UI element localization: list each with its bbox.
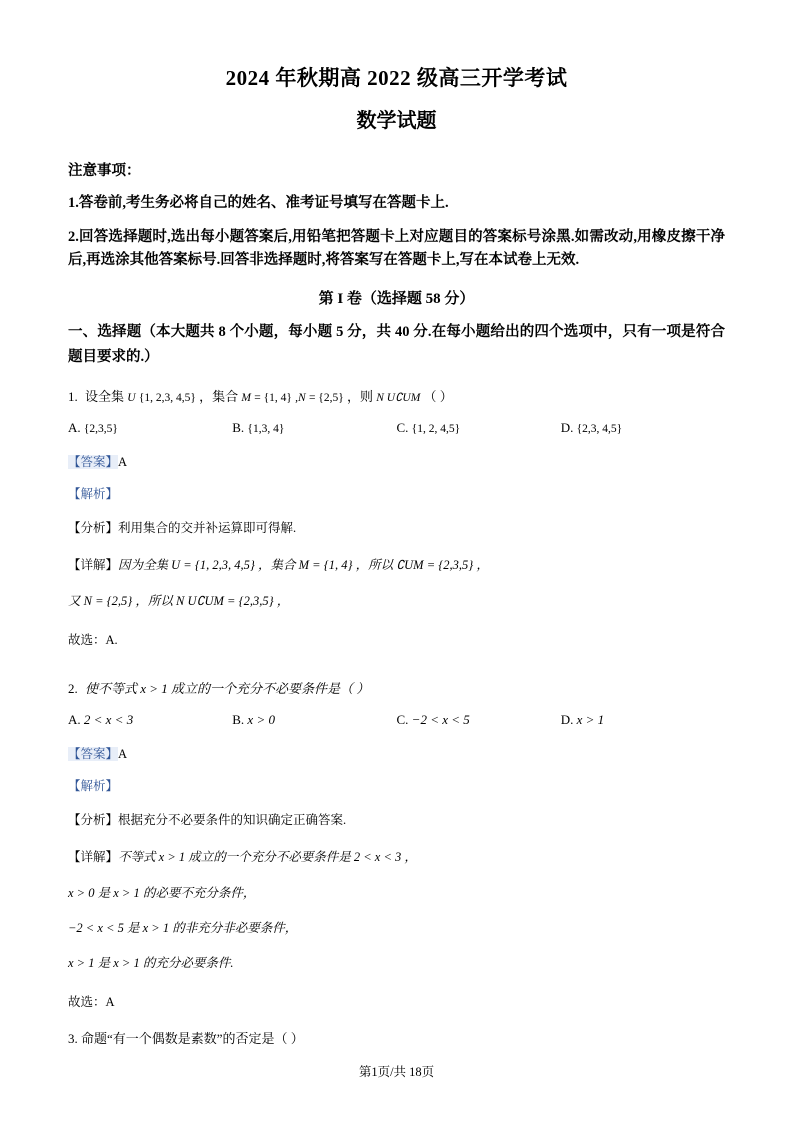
question-1-option-a[interactable]: [68, 420, 232, 436]
question-1-analysis-tag: [68, 484, 725, 502]
question-2-analysis-tag: [68, 776, 725, 794]
detail-text: 又 N = {2,5} ，所以 N U∁UM = {2,3,5} ，: [68, 593, 290, 608]
page-subtitle: 数学试题: [356, 110, 437, 132]
question-2-analysis: [68, 810, 725, 831]
detail-text: x > 0 是 x > 1 的必要不充分条件，: [68, 885, 256, 900]
question-1-option-b[interactable]: [232, 420, 396, 436]
question-1-stem: [68, 386, 725, 409]
question-2-detail-2: [68, 883, 725, 904]
detail-text: 因为全集 U = {1, 2,3, 4,5} ，集合 M = {1, 4} ，所以 ∁UM = {2,3,5} ，: [118, 558, 489, 573]
option-text: x > 0: [247, 712, 275, 728]
detail-lead: 【详解】: [68, 558, 119, 573]
detail-lead: 【详解】: [68, 850, 119, 865]
option-label: D.: [560, 712, 574, 728]
analysis-tag: 【解析】: [68, 487, 119, 502]
detail-text: x > 1 是 x > 1 的充分必要条件.: [68, 956, 234, 971]
analysis-lead: 【分析】: [68, 521, 119, 536]
analysis-lead: 【分析】: [68, 813, 119, 828]
question-3-text: 命题“有一个偶数是素数”的否定是（ ）: [81, 1031, 304, 1047]
answer-value: A: [118, 747, 128, 762]
question-1-answer: [68, 452, 725, 470]
option-label: B.: [232, 712, 245, 728]
option-text: {1,3, 4}: [247, 423, 285, 436]
question-2-text: 使不等式 x > 1 成立的一个充分不必要条件是（ ）: [85, 680, 370, 696]
question-2-stem: [68, 678, 725, 700]
question-1-option-c[interactable]: [397, 420, 561, 436]
question-2-option-a[interactable]: [68, 712, 232, 728]
question-3-number: 3.: [68, 1031, 78, 1047]
question-2-option-d[interactable]: [561, 712, 725, 728]
question-1-analysis: [68, 518, 725, 539]
detail-text: 不等式 x > 1 成立的一个充分不必要条件是 2 < x < 3 ，: [118, 850, 417, 865]
question-1-option-d[interactable]: [561, 420, 725, 436]
question-1-set-u: {1, 2,3, 4,5}: [138, 391, 196, 404]
question-2-number: 2.: [68, 680, 78, 696]
question-1-number: 1.: [68, 388, 78, 404]
question-3-stem: [68, 1028, 725, 1047]
question-2-options: [68, 712, 725, 728]
question-1-text-b: ，集合: [199, 388, 239, 404]
option-label: A.: [68, 420, 81, 436]
answer-tag: 【答案】: [68, 747, 119, 762]
detail-text: −2 < x < 5 是 x > 1 的非充分非必要条件，: [68, 920, 298, 935]
question-2-detail-4: [68, 953, 725, 974]
question-1-set-m: = {1, 4}: [254, 391, 292, 404]
page-footer: 第1页/共 18页: [358, 1065, 435, 1079]
question-1-text-a: 设全集: [85, 388, 125, 404]
page-title: 2024 年秋期高 2022 级高三开学考试: [225, 66, 568, 90]
notice-heading: 注意事项：: [68, 163, 141, 179]
part-heading: 一、选择题（本大题共 8 个小题，每小题 5 分，共 40 分.在每小题给出的四个选项中，只有一项是符合题目要求的.）: [68, 324, 725, 366]
spacer: [68, 648, 725, 662]
option-label: A.: [68, 712, 81, 728]
analysis-text: 根据充分不必要条件的知识确定正确答案.: [118, 813, 347, 828]
option-text: {2,3, 4,5}: [576, 423, 623, 436]
option-text: x > 1: [576, 712, 605, 728]
question-1-set-n: = {2,5}: [308, 391, 344, 404]
question-2-choose: 故选：A: [68, 995, 115, 1010]
option-text: {2,3,5}: [83, 423, 118, 436]
option-label: D.: [560, 420, 574, 436]
question-1-expression: N U∁UM: [376, 391, 421, 404]
question-1-text-c: ，则: [346, 388, 373, 404]
option-text: −2 < x < 5: [411, 712, 470, 728]
question-2-option-b[interactable]: [232, 712, 396, 728]
question-2-detail-1: [68, 847, 725, 868]
option-label: C.: [396, 420, 409, 436]
analysis-text: 利用集合的交并补运算即可得解.: [118, 521, 297, 536]
section-heading: 第 I 卷（选择题 58 分）: [318, 291, 475, 308]
analysis-tag: 【解析】: [68, 779, 119, 794]
question-1-detail-1: [68, 555, 725, 576]
question-1-symbol-m: M: [241, 391, 251, 404]
question-1-symbol-u: U: [127, 391, 136, 404]
option-text: 2 < x < 3: [83, 712, 134, 728]
question-2-answer: [68, 744, 725, 762]
option-text: {1, 2, 4,5}: [411, 423, 461, 436]
question-1-answer-paren: （ ）: [423, 388, 453, 404]
option-label: B.: [232, 420, 245, 436]
notice-item-2: 2.回答选择题时,选出每小题答案后,用铅笔把答题卡上对应题目的答案标号涂黑.如需改动,用橡皮擦干净后,再选涂其他答案标号.回答非选择题时,将答案写在答题卡上,写在本试卷上无效.: [68, 229, 725, 268]
option-label: C.: [396, 712, 409, 728]
question-1-detail-2: [68, 591, 725, 612]
question-1-choose: 故选：A.: [68, 632, 118, 647]
question-2-option-c[interactable]: [397, 712, 561, 728]
question-1-options: [68, 420, 725, 436]
answer-tag: 【答案】: [68, 455, 119, 470]
answer-value: A: [118, 455, 128, 470]
question-1-symbol-n: ,N: [295, 391, 306, 404]
question-2-detail-3: [68, 918, 725, 939]
notice-item-1: 1.答卷前,考生务必将自己的姓名、准考证号填写在答题卡上.: [68, 195, 449, 211]
